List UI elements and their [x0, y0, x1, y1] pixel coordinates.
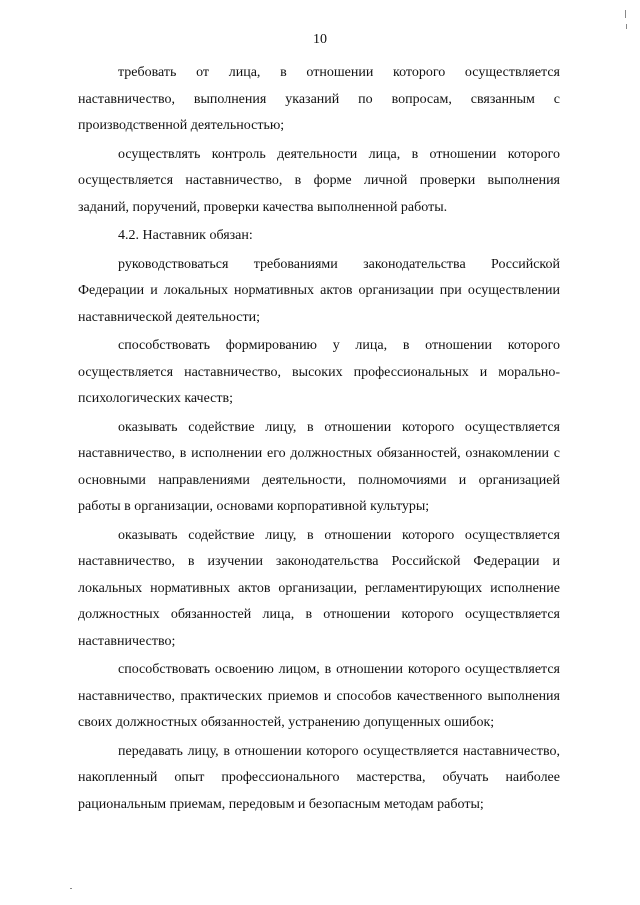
- scan-mark: [625, 10, 626, 18]
- paragraph: осуществлять контроль деятельности лица, в отношении которого осуществляется наставничество, в форме личной проверки выполнения заданий, поручений, проверки качества выполненной работы.: [78, 146, 560, 215]
- paragraph: требовать от лица, в отношении которого осуществляется наставничество, выполнения указаний по вопросам, связанным с производственной деятельностью;: [78, 65, 560, 133]
- paragraph: способствовать освоению лицом, в отношении которого осуществляется наставничество, практических приемов и способов качественного выполнения своих должностных обязанностей, устранению допущенных ошибок;: [78, 662, 560, 730]
- paragraph: передавать лицу, в отношении которого осуществляется наставничество, накопленный опыт профессионального мастерства, обучать наиболее рациональным приемам, передовым и безопасным методам работы;: [78, 743, 560, 812]
- paragraph: способствовать формированию у лица, в отношении которого осуществляется наставничество, высоких профессиональных и морально-психологических качеств;: [78, 338, 560, 406]
- body-text: [78, 60, 560, 818]
- page-number: 10: [313, 32, 327, 47]
- paragraph: оказывать содействие лицу, в отношении которого осуществляется наставничество, в исполнении его должностных обязанностей, ознакомлении с основными направлениями деятельности, полномочиями и организацией работы в организации, основами корпоративной культуры;: [78, 419, 560, 514]
- paragraph: оказывать содействие лицу, в отношении которого осуществляется наставничество, в изучении законодательства Российской Федерации и локальных нормативных актов организации, регламентирующих исполнение должностных обязанностей лица, в отношении которого осуществляется наставничество;: [78, 527, 560, 649]
- scan-mark: [70, 888, 72, 889]
- section-heading: 4.2. Наставник обязан:: [118, 228, 253, 243]
- paragraph: руководствоваться требованиями законодательства Российской Федерации и локальных нормативных актов организации при осуществлении наставнической деятельности;: [78, 256, 560, 325]
- scan-mark: [626, 24, 627, 29]
